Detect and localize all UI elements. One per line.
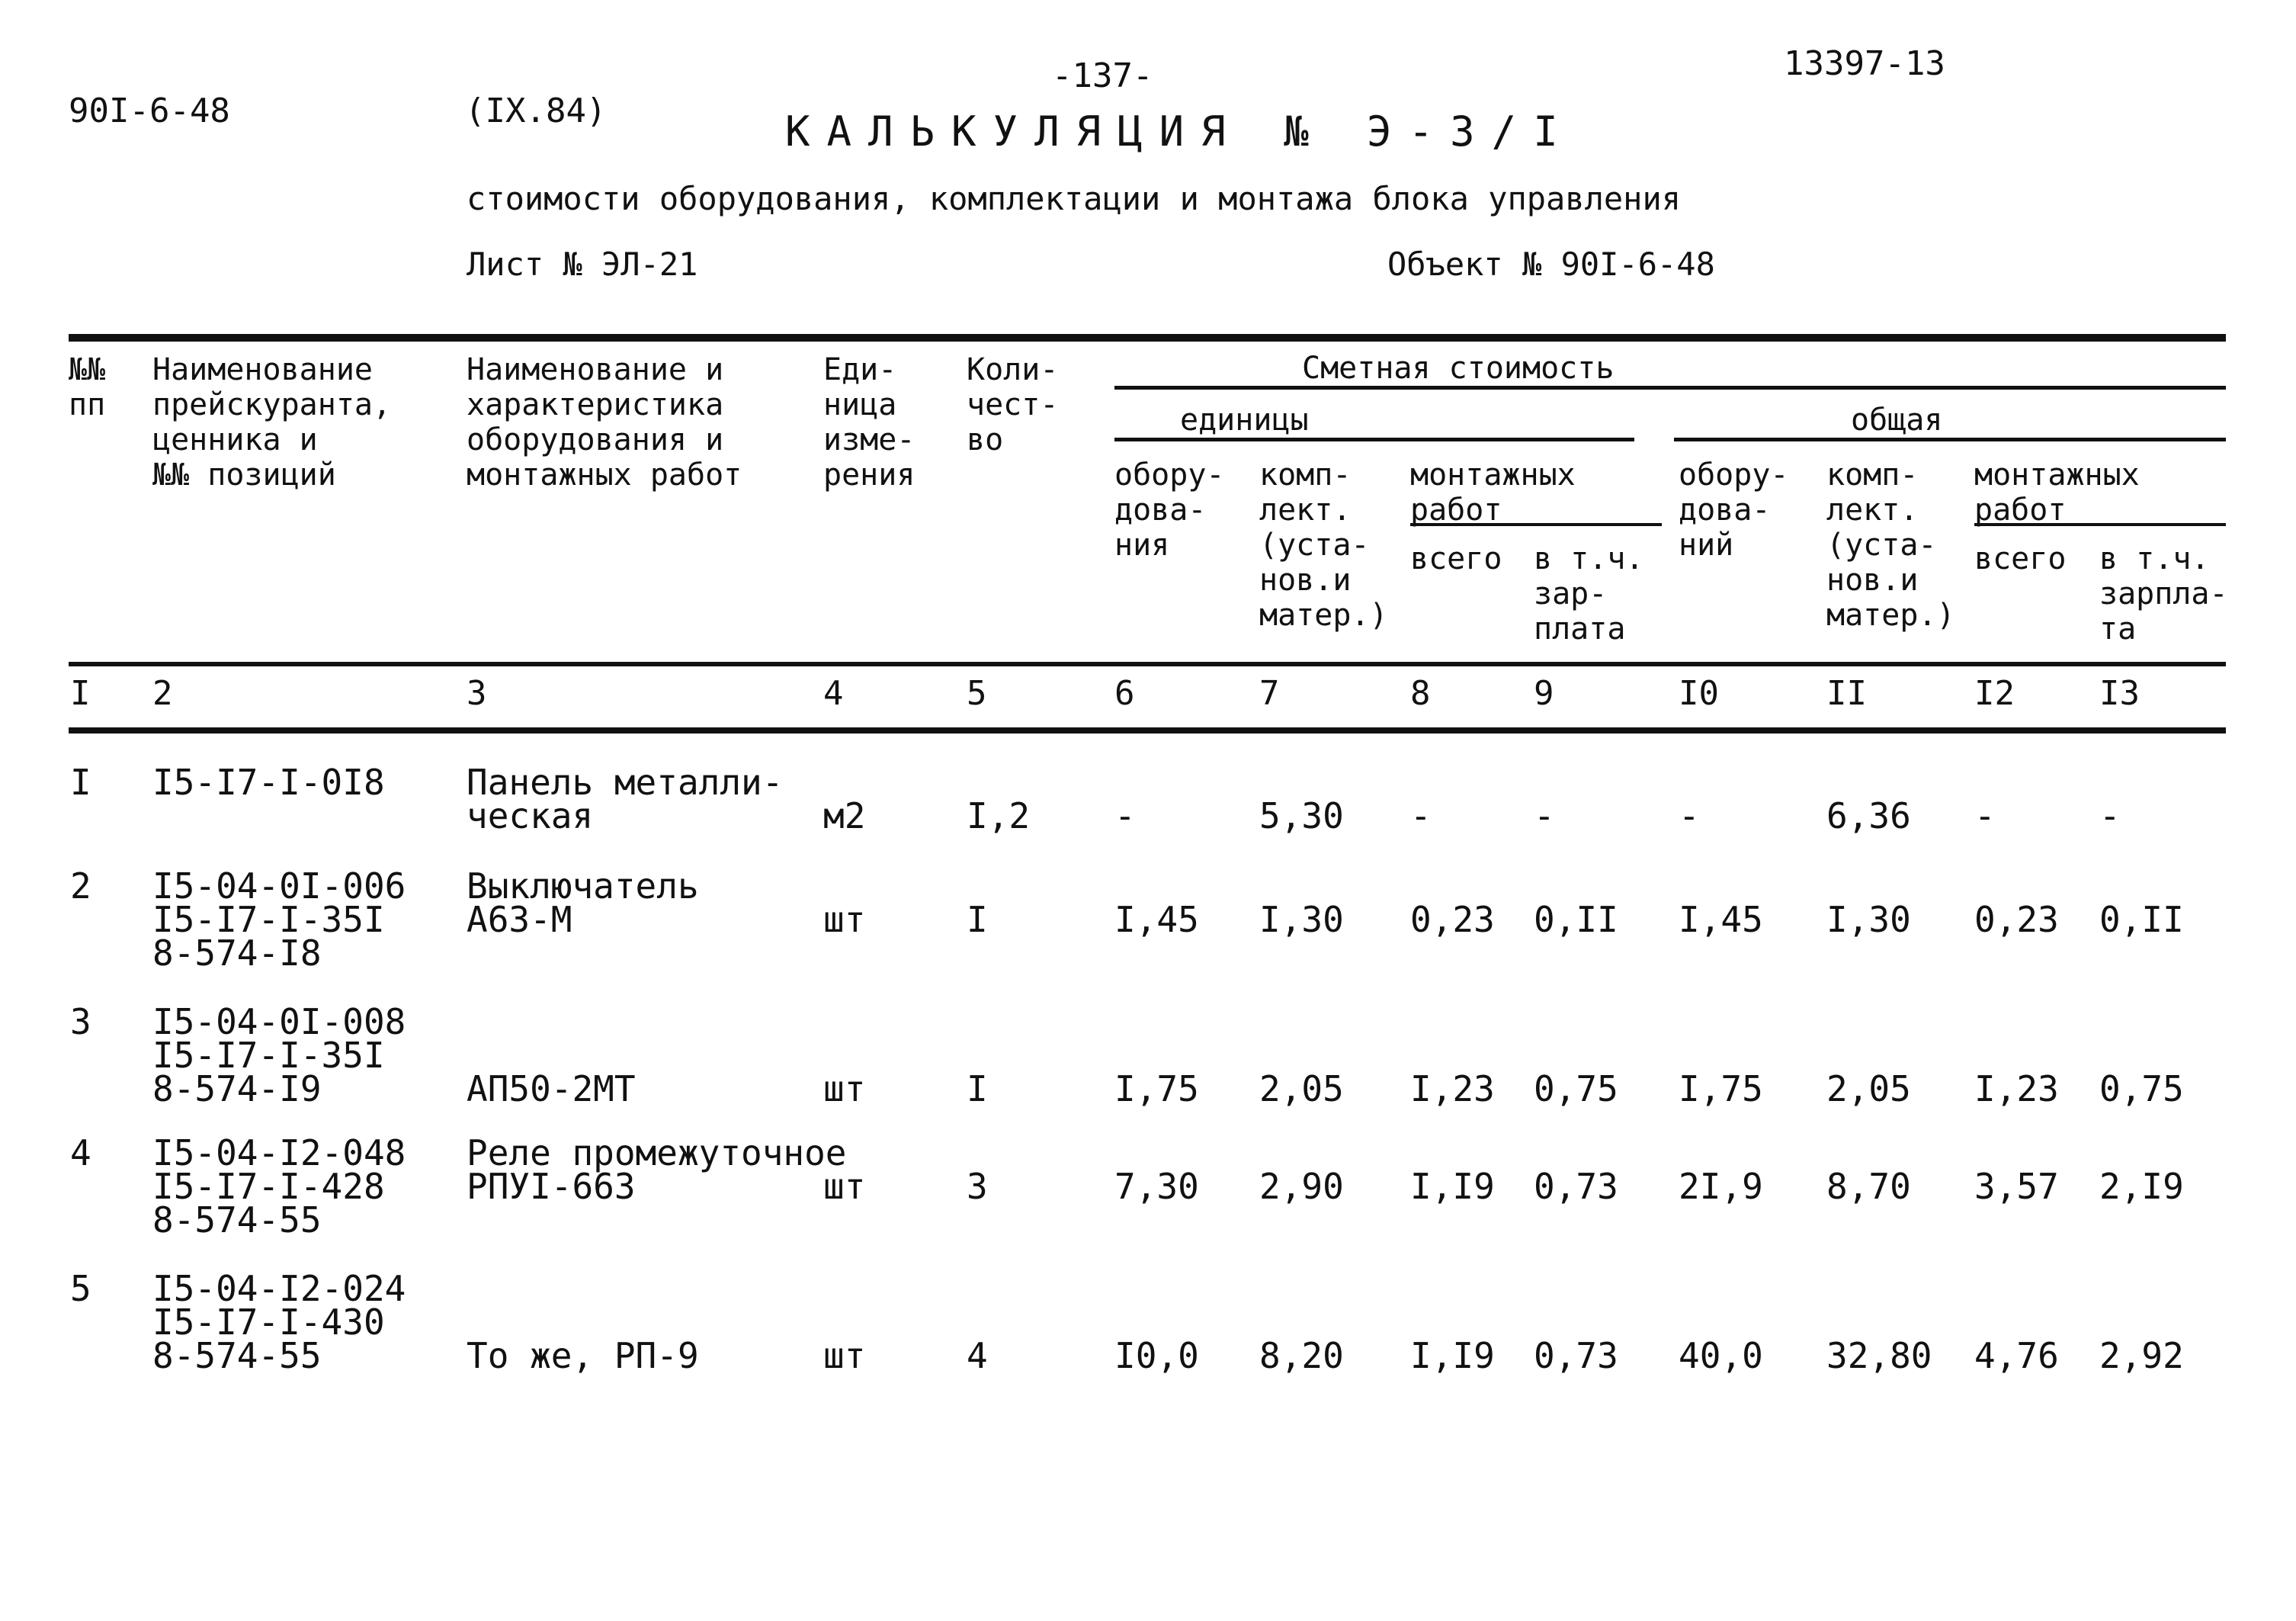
- col-header-unit: Еди- ница изме- рения: [823, 352, 916, 493]
- row-mount-unit-cost: I,I9: [1410, 1166, 1495, 1207]
- col-header-mount-wage-unit: в т.ч. зар- плата: [1534, 541, 1644, 647]
- row-equipment-total: I,75: [1679, 1068, 1763, 1109]
- column-number: 6: [1114, 674, 1135, 713]
- row-unit: шт: [823, 1166, 866, 1207]
- sheet-number: Лист № ЭЛ-21: [467, 246, 698, 283]
- row-number: 5: [70, 1268, 91, 1309]
- row-mount-total: 0,23: [1974, 899, 2059, 940]
- row-pricelist-code: I5-I7-I-0I8: [152, 762, 385, 803]
- col-header-estimated-cost: Сметная стоимость: [1302, 351, 1615, 386]
- col-header-mount-all-total: всего: [1974, 541, 2067, 576]
- col-header-mount-unit: монтажных работ: [1410, 457, 1576, 528]
- row-equipment-unit-cost: I,75: [1114, 1068, 1199, 1109]
- row-equipment-total: 2I,9: [1679, 1166, 1763, 1207]
- row-unit: шт: [823, 1068, 866, 1109]
- object-number: Объект № 90I-6-48: [1387, 246, 1715, 283]
- row-mount-wage-total: -: [2099, 795, 2121, 836]
- col-header-total-cost: общая: [1851, 403, 1943, 438]
- row-equipment-name: Выключатель А63-М: [467, 865, 699, 940]
- column-number: 7: [1259, 674, 1280, 713]
- row-number: I: [70, 762, 91, 803]
- document-title: КАЛЬКУЛЯЦИЯ № Э-3/I: [785, 108, 1575, 156]
- row-number: 4: [70, 1132, 91, 1173]
- total-group-rule: [1674, 438, 2226, 441]
- row-mount-total: I,23: [1974, 1068, 2059, 1109]
- row-equipment-unit-cost: I0,0: [1114, 1335, 1199, 1376]
- unit-group-rule: [1114, 438, 1634, 441]
- row-mount-unit-cost: -: [1410, 795, 1432, 836]
- row-mount-wage-unit: 0,73: [1534, 1166, 1618, 1207]
- row-mount-wage-unit: 0,73: [1534, 1335, 1618, 1376]
- row-complect-total: 6,36: [1826, 795, 1911, 836]
- col-header-pricelist: Наименование прейскуранта, ценника и №№ позиций: [152, 352, 392, 493]
- row-mount-unit-cost: I,I9: [1410, 1335, 1495, 1376]
- row-pricelist-code: I5-04-I2-048 I5-I7-I-428 8-574-55: [152, 1132, 406, 1241]
- row-mount-wage-total: 0,II: [2099, 899, 2184, 940]
- col-header-quantity: Коли- чест- во: [967, 352, 1059, 457]
- row-equipment-name: Панель металли- ческая: [467, 762, 784, 836]
- row-mount-unit-cost: 0,23: [1410, 899, 1495, 940]
- document-subtitle: стоимости оборудования, комплектации и монтажа блока управления: [467, 180, 1682, 217]
- row-complect-total: 8,70: [1826, 1166, 1911, 1207]
- col-header-complect-unit: комп- лект. (уста- нов.и матер.): [1259, 457, 1388, 633]
- row-unit: шт: [823, 899, 866, 940]
- row-unit: м2: [823, 795, 866, 836]
- row-mount-total: -: [1974, 795, 1996, 836]
- row-equipment-total: -: [1679, 795, 1700, 836]
- row-complect-unit-cost: 8,20: [1259, 1335, 1344, 1376]
- row-mount-wage-unit: -: [1534, 795, 1555, 836]
- document-date: (IX.84): [465, 91, 607, 130]
- row-mount-wage-unit: 0,75: [1534, 1068, 1618, 1109]
- column-number: 2: [152, 674, 173, 713]
- row-quantity: I: [967, 899, 988, 940]
- cost-group-rule: [1114, 386, 2226, 390]
- col-header-equipment-total: обору- дова- ний: [1679, 457, 1789, 563]
- row-equipment-unit-cost: -: [1114, 795, 1136, 836]
- row-quantity: 4: [967, 1335, 988, 1376]
- column-number: 8: [1410, 674, 1431, 713]
- col-header-complect-total: комп- лект. (уста- нов.и матер.): [1826, 457, 1955, 633]
- col-header-equipment-name: Наименование и характеристика оборудования и монтажных работ: [467, 352, 742, 493]
- row-equipment-unit-cost: 7,30: [1114, 1166, 1199, 1207]
- column-number: 4: [823, 674, 844, 713]
- row-complect-unit-cost: 5,30: [1259, 795, 1344, 836]
- column-number: 9: [1534, 674, 1554, 713]
- row-number: 3: [70, 1001, 91, 1042]
- col-header-mount-all-unit: всего: [1410, 541, 1502, 576]
- row-pricelist-code: I5-04-0I-008 I5-I7-I-35I 8-574-I9: [152, 1001, 406, 1109]
- column-number: I0: [1679, 674, 1719, 713]
- row-mount-total: 3,57: [1974, 1166, 2059, 1207]
- row-complect-unit-cost: 2,90: [1259, 1166, 1344, 1207]
- col-header-mount-wage-total: в т.ч. зарпла- та: [2099, 541, 2228, 647]
- row-complect-total: I,30: [1826, 899, 1911, 940]
- row-equipment-unit-cost: I,45: [1114, 899, 1199, 940]
- row-quantity: I,2: [967, 795, 1031, 836]
- row-mount-wage-unit: 0,II: [1534, 899, 1618, 940]
- row-equipment-name: То же, РП-9: [467, 1335, 699, 1376]
- reference-number: 13397-13: [1784, 44, 1945, 83]
- page-mark: -137-: [1052, 56, 1153, 95]
- row-quantity: 3: [967, 1166, 988, 1207]
- column-number: 5: [967, 674, 987, 713]
- row-number: 2: [70, 865, 91, 907]
- column-number: II: [1826, 674, 1867, 713]
- col-header-unit-cost: единицы: [1180, 403, 1309, 438]
- row-complect-total: 2,05: [1826, 1068, 1911, 1109]
- row-mount-total: 4,76: [1974, 1335, 2059, 1376]
- row-complect-total: 32,80: [1826, 1335, 1932, 1376]
- column-number: 3: [467, 674, 487, 713]
- row-mount-unit-cost: I,23: [1410, 1068, 1495, 1109]
- row-mount-wage-total: 0,75: [2099, 1068, 2184, 1109]
- header-bottom-rule: [69, 662, 2226, 666]
- row-complect-unit-cost: 2,05: [1259, 1068, 1344, 1109]
- column-number: I3: [2099, 674, 2140, 713]
- row-equipment-total: I,45: [1679, 899, 1763, 940]
- col-header-number: №№ пп: [69, 352, 106, 422]
- col-header-mount-total: монтажных работ: [1974, 457, 2140, 528]
- row-mount-wage-total: 2,I9: [2099, 1166, 2184, 1207]
- document-code: 90I-6-48: [69, 91, 230, 130]
- column-number: I2: [1974, 674, 2015, 713]
- column-number-rule: [69, 727, 2226, 733]
- row-equipment-name: АП50-2МТ: [467, 1068, 636, 1109]
- row-pricelist-code: I5-04-I2-024 I5-I7-I-430 8-574-55: [152, 1268, 406, 1376]
- row-unit: шт: [823, 1335, 866, 1376]
- row-pricelist-code: I5-04-0I-006 I5-I7-I-35I 8-574-I8: [152, 865, 406, 974]
- row-equipment-total: 40,0: [1679, 1335, 1763, 1376]
- row-quantity: I: [967, 1068, 988, 1109]
- row-equipment-name: Реле промежуточное РПУI-663: [467, 1132, 847, 1207]
- row-mount-wage-total: 2,92: [2099, 1335, 2184, 1376]
- col-header-equipment-unit: обору- дова- ния: [1114, 457, 1225, 563]
- table-top-rule: [69, 334, 2226, 342]
- column-number: I: [70, 674, 91, 713]
- row-complect-unit-cost: I,30: [1259, 899, 1344, 940]
